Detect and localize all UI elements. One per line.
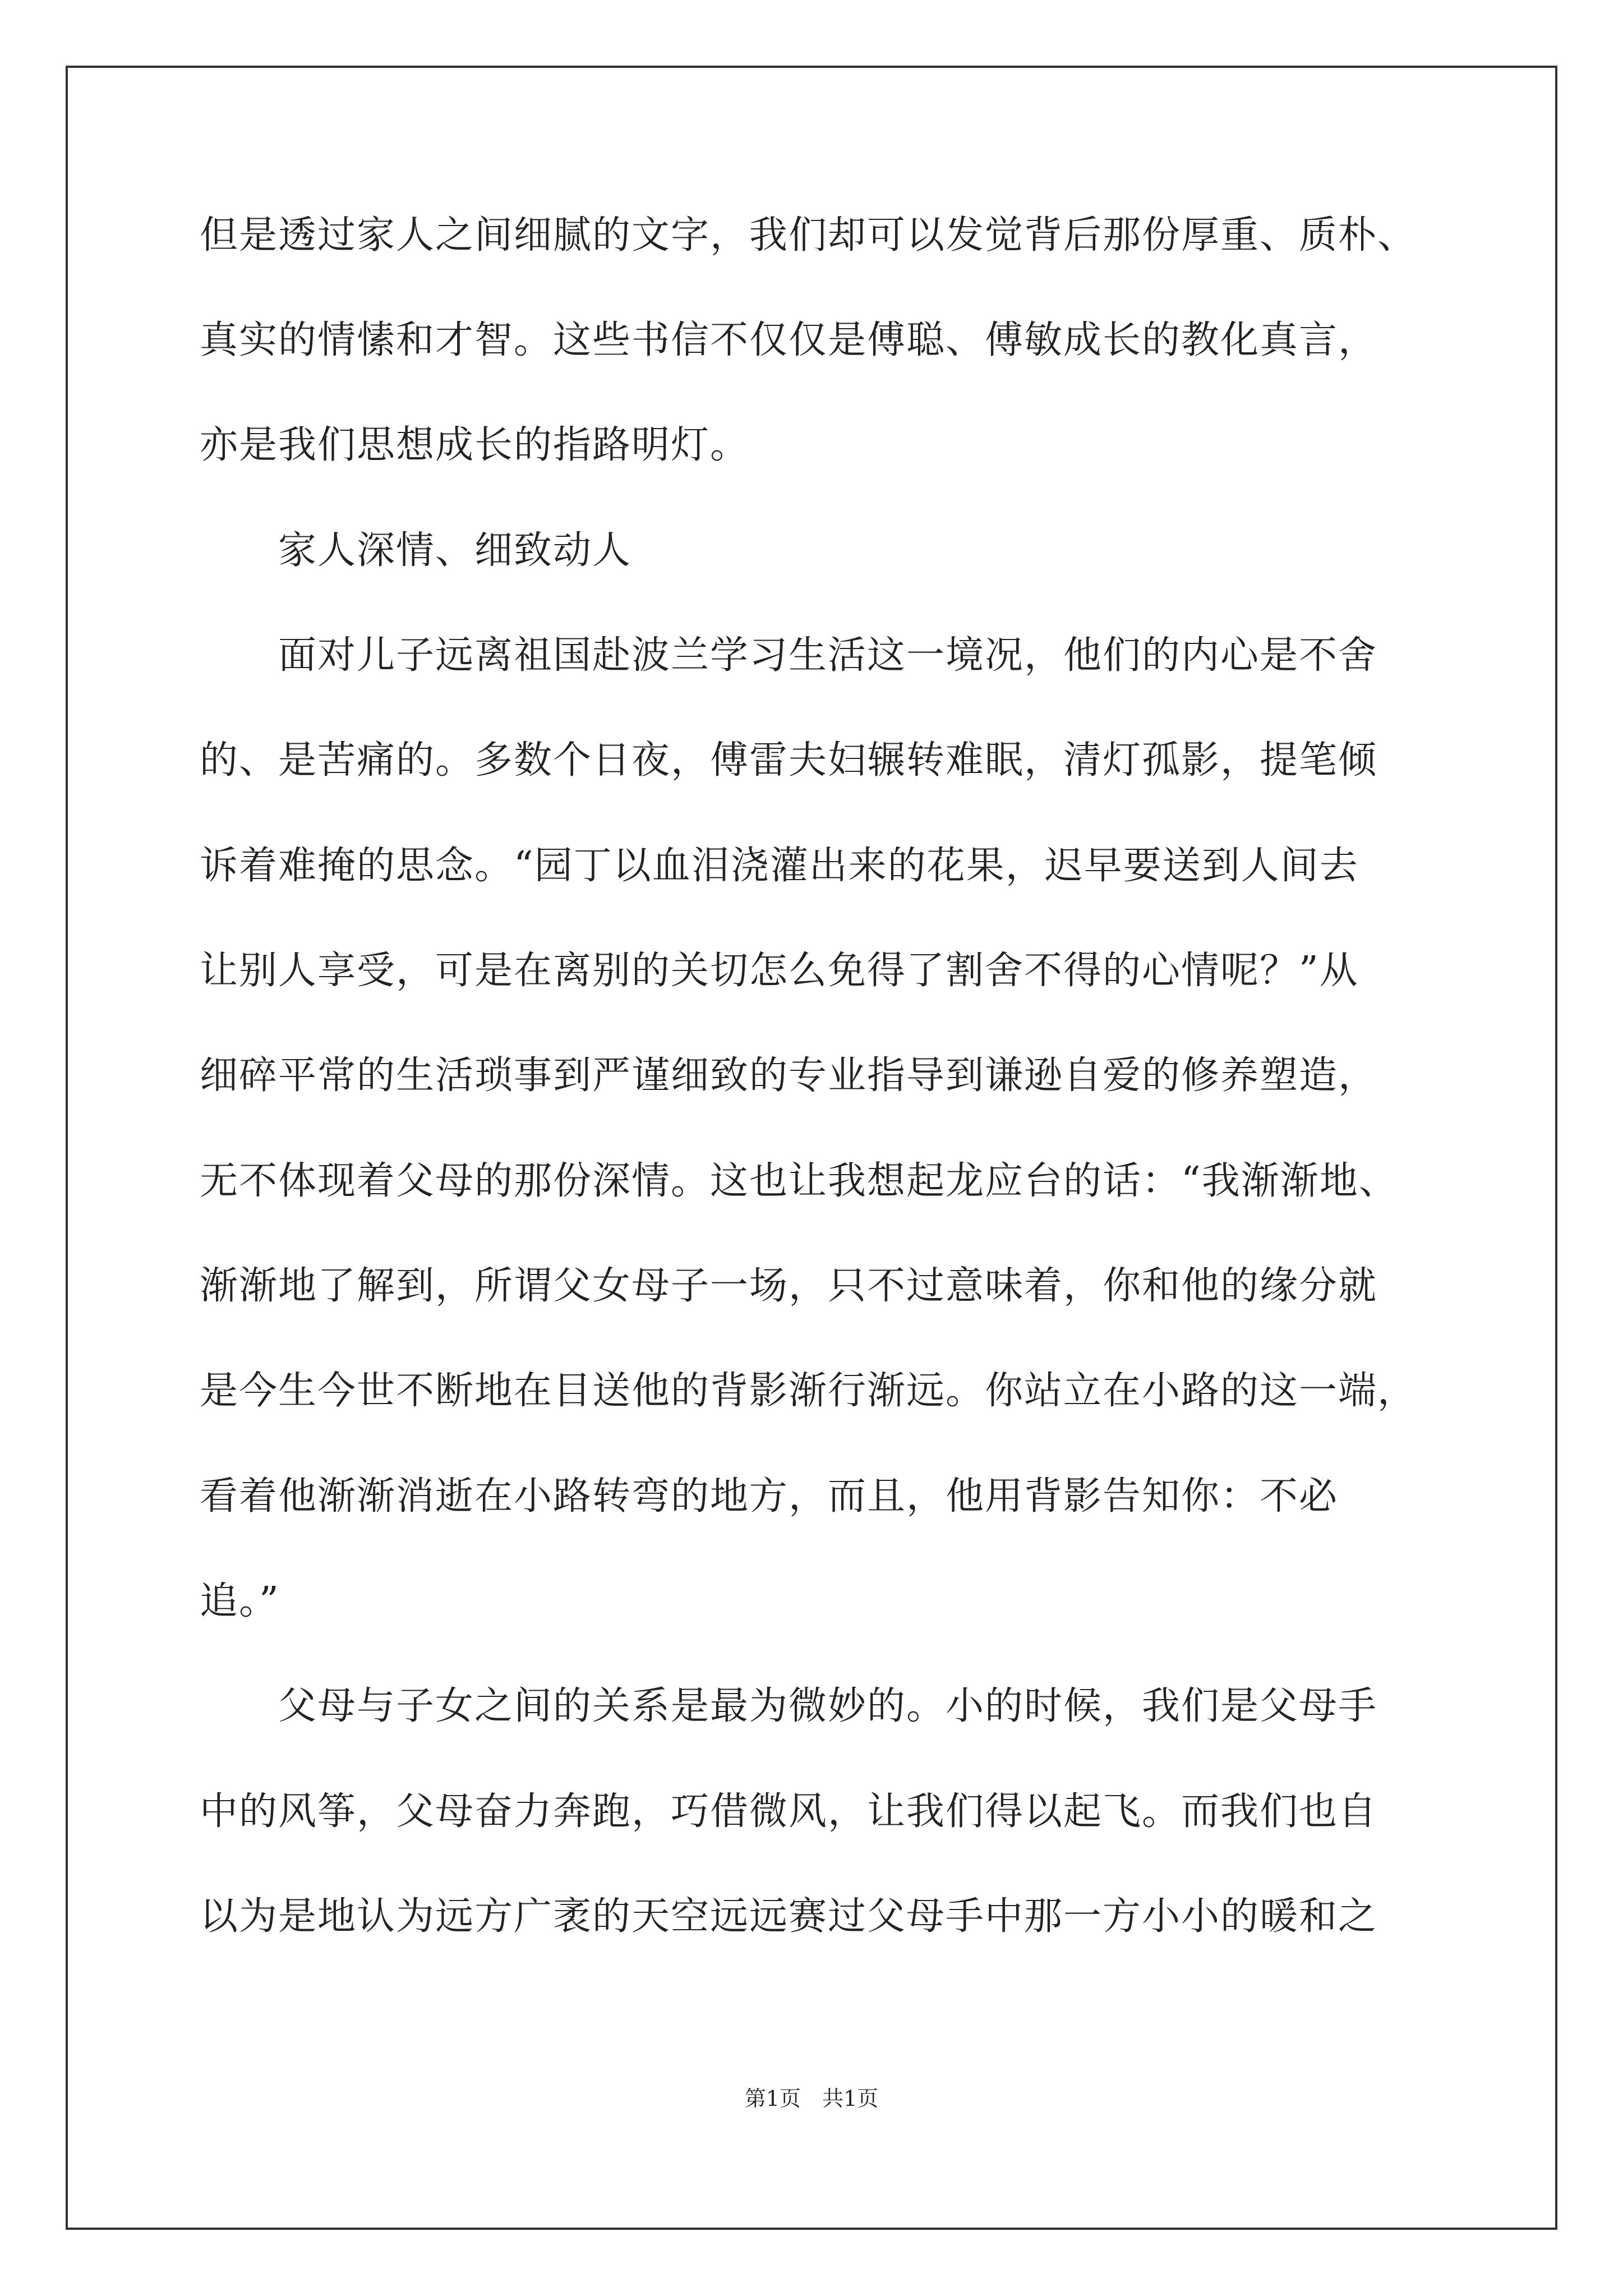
text-line: 让别人享受，可是在离别的关切怎么免得了割舍不得的心情呢？”从 xyxy=(200,949,1359,993)
page-number: 第1页 共1页 xyxy=(744,2086,879,2111)
text-line: 细碎平常的生活琐事到严谨细致的专业指导到谦逊自爱的修养塑造， xyxy=(200,1053,1378,1098)
text-line: 渐渐地了解到，所谓父女母子一场，只不过意味着，你和他的缘分就 xyxy=(200,1264,1378,1308)
text-line: 但是透过家人之间细腻的文字，我们却可以发觉背后那份厚重、质朴、 xyxy=(200,213,1417,257)
text-line: 的、是苦痛的。多数个日夜，傅雷夫妇辗转难眠，清灯孤影，提笔倾 xyxy=(200,738,1378,783)
text-line: 亦是我们思想成长的指路明灯。 xyxy=(200,423,750,467)
text-line: 无不体现着父母的那份深情。这也让我想起龙应台的话：“我渐渐地、 xyxy=(200,1159,1398,1203)
text-line: 真实的情愫和才智。这些书信不仅仅是傅聪、傅敏成长的教化真言， xyxy=(200,318,1378,362)
text-line: 以为是地认为远方广袤的天空远远赛过父母手中那一方小小的暖和之 xyxy=(200,1894,1378,1939)
text-line: 诉着难掩的思念。“园丁以血泪浇灌出来的花果，迟早要送到人间去 xyxy=(200,844,1359,888)
section-heading: 家人深情、细致动人 xyxy=(200,528,632,573)
text-line: 中的风筝，父母奋力奔跑，巧借微风，让我们得以起飞。而我们也自 xyxy=(200,1789,1378,1834)
text-line: 看着他渐渐消逝在小路转弯的地方，而且，他用背影告知你：不必 xyxy=(200,1474,1339,1519)
text-line: 追。” xyxy=(200,1579,280,1623)
text-line: 是今生今世不断地在目送他的背影渐行渐远。你站立在小路的这一端， xyxy=(200,1369,1417,1413)
text-line: 父母与子女之间的关系是最为微妙的。小的时候，我们是父母手 xyxy=(200,1684,1378,1728)
text-line: 面对儿子远离祖国赴波兰学习生活这一境况，他们的内心是不舍 xyxy=(200,633,1378,678)
